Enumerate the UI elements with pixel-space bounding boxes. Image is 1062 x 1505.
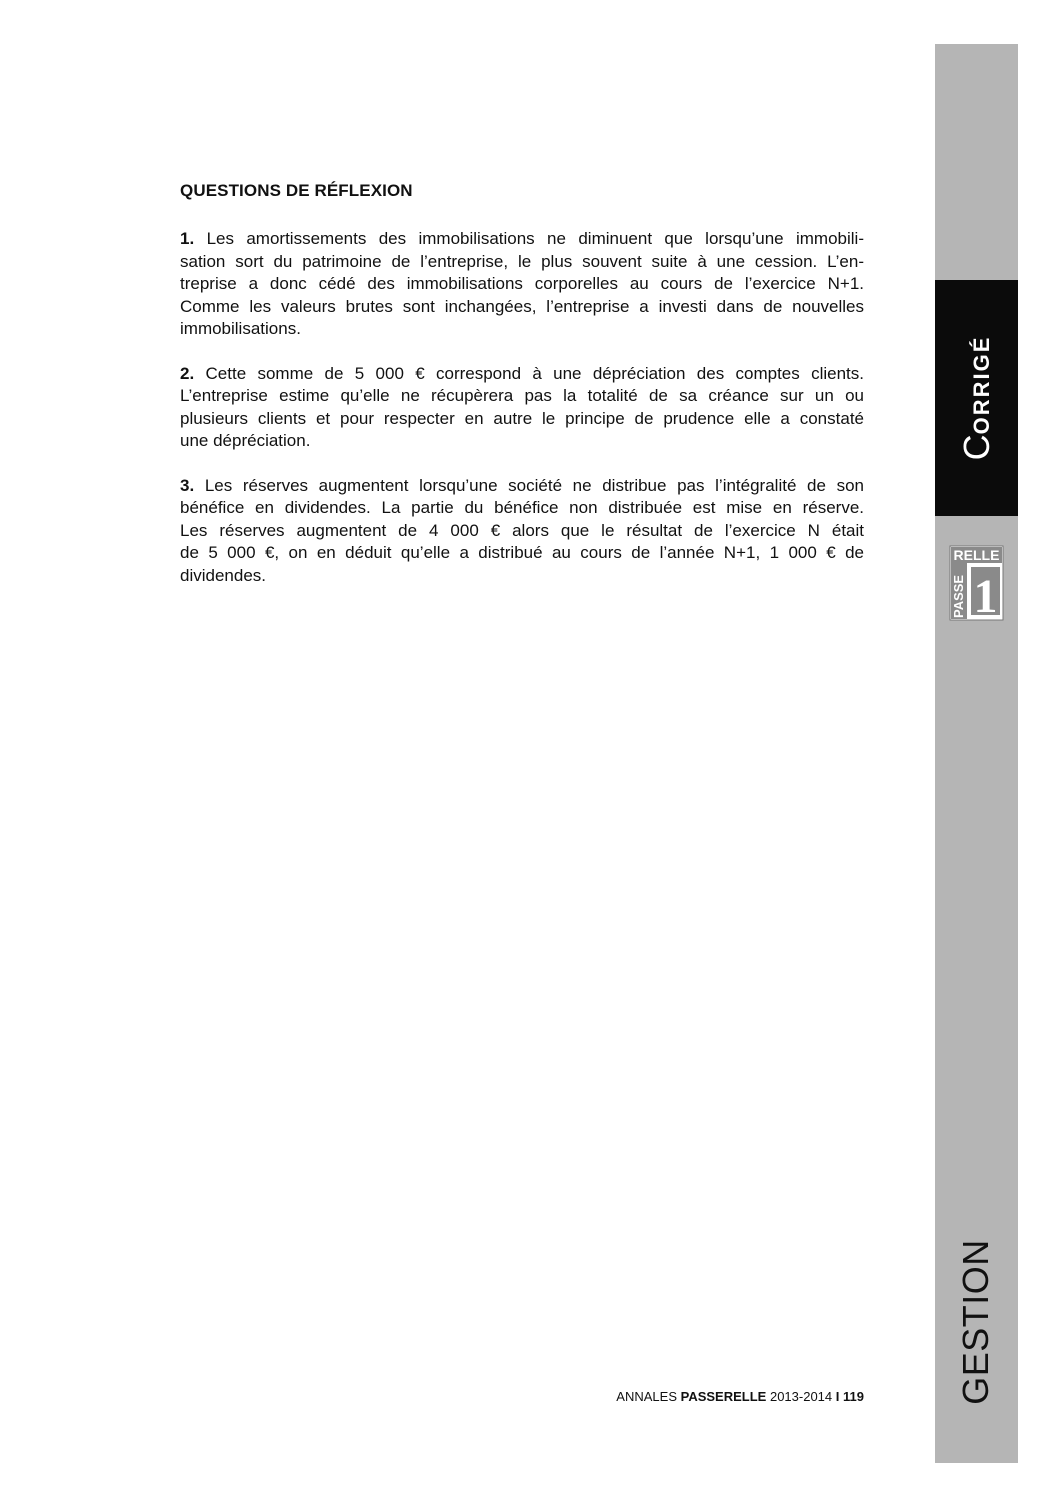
paragraph-line [180, 363, 864, 386]
paragraph-line [180, 251, 864, 274]
paragraph-line [180, 565, 864, 588]
paragraph-line [180, 520, 864, 543]
line-text: treprise a donc cédé des immobilisations corporelles au cours de l’exercice N+1. [180, 274, 864, 293]
passerelle-logo [949, 545, 1004, 621]
line-text: de 5 000 €, on en déduit qu’elle a distribué au cours de l’année N+1, 1 000 € de [180, 543, 864, 562]
question-number: 3. [180, 475, 195, 495]
line-text: immobilisations. [180, 319, 301, 338]
question-paragraph [180, 475, 864, 588]
corrige-label [956, 336, 998, 461]
line-text: bénéfice en dividendes. La partie du bénéfice non distribuée est mise en réserve. [180, 498, 864, 517]
line-text: Comme les valeurs brutes sont inchangées, l’entreprise a investi dans de nouvelles [180, 296, 864, 316]
question-number: 2. [180, 363, 195, 383]
paragraph-line [180, 497, 864, 520]
paragraph-line [180, 542, 864, 565]
logo-side-text: PASSE [951, 574, 966, 618]
corrige-tab [935, 280, 1018, 516]
logo-number: 1 [973, 570, 998, 621]
line-text: une dépréciation. [180, 431, 311, 450]
footer-separator: I [835, 1389, 840, 1404]
paragraph-line [180, 385, 864, 408]
footer-annales: ANNALES [616, 1389, 677, 1404]
section-title: QUESTIONS DE RÉFLEXION [180, 181, 413, 200]
paragraph-line [180, 318, 864, 341]
paragraph-line [180, 273, 864, 296]
line-text: Les réserves augmentent de 4 000 € alors que le résultat de l’exercice N était [180, 520, 864, 540]
paragraph-line [180, 228, 864, 251]
gestion-label: GESTION [955, 1239, 996, 1405]
corrige-rest: ORRIGÉ [968, 335, 994, 435]
paragraph-line [180, 408, 864, 431]
page-footer [616, 1389, 864, 1405]
line-text: Les amortissements des immobilisations ne diminuent que lorsqu’une immobili- [206, 229, 864, 248]
question-paragraph [180, 363, 864, 453]
questions-list [180, 228, 864, 587]
question-number: 1. [180, 229, 195, 248]
logo-top-text: RELLE [953, 547, 1000, 563]
paragraph-line [180, 296, 864, 319]
footer-brand: PASSERELLE [680, 1389, 767, 1404]
line-text: sation sort du patrimoine de l’entreprise, le plus souvent suite à une cession. L’en- [180, 251, 864, 271]
paragraph-line [180, 475, 864, 498]
line-text: L’entreprise estime qu’elle ne récupèrera pas la totalité de sa créance sur un ou [180, 386, 864, 405]
line-text: Les réserves augmentent lorsqu’une société ne distribue pas l’intégralité de son [204, 475, 864, 495]
main-content [180, 180, 864, 609]
paragraph-line [180, 430, 864, 453]
page-number: 119 [843, 1389, 864, 1404]
line-text: dividendes. [180, 565, 267, 585]
corrige-initial: C [955, 434, 997, 461]
question-paragraph [180, 228, 864, 341]
footer-years: 2013-2014 [769, 1389, 833, 1404]
line-text: Cette somme de 5 000 € correspond à une dépréciation des comptes clients. [205, 363, 864, 383]
line-text: plusieurs clients et pour respecter en autre le principe de prudence elle a constaté [180, 408, 864, 428]
